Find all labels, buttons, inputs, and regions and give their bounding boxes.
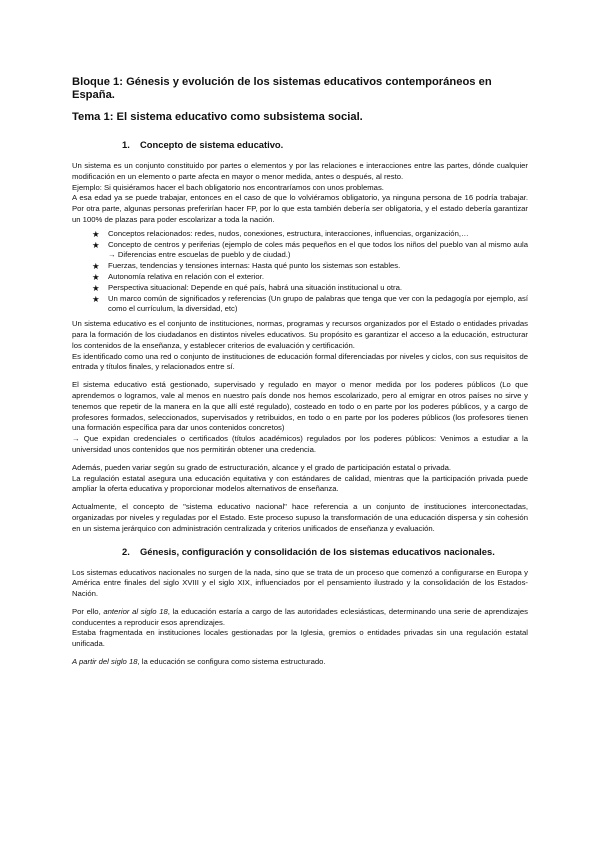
paragraph: Es identificado como una red o conjunto de instituciones de educación formal diferenciadas por niveles y ciclos, con sus requisitos de entrada y títulos finales, y relacionados entre sí.: [72, 351, 528, 372]
paragraph: Estaba fragmentada en instituciones locales gestionadas por la Iglesia, gremios o entidades privadas sin una regulación estatal unificada.: [72, 628, 528, 649]
paragraph: A partir del siglo 18, la educación se configura como sistema estructurado.: [72, 657, 326, 667]
list-item: ★ Concepto de centros y periferias (ejemplo de coles más pequeños en el que todos los niños del pueblo van al mismo aula → Diferencias entre escuelas de pueblo y de ciudad.): [92, 239, 528, 260]
star-bullet-icon: ★: [92, 271, 100, 282]
list-item: ★ Un marco común de significados y referencias (Un grupo de palabras que tenga que ver con la pedagogía por ejemplo, así como el currículum, la diversidad, etc): [92, 293, 528, 314]
star-bullet-list: [72, 229, 528, 315]
italic-phrase: anterior al siglo 18: [103, 606, 168, 616]
star-bullet-icon: ★: [92, 293, 100, 304]
star-bullet-icon: ★: [92, 239, 100, 250]
list-item: ★ Autonomía relativa en relación con el exterior.: [92, 271, 264, 282]
document-subtitle: Tema 1: El sistema educativo como subsistema social.: [72, 111, 363, 123]
document-title: Bloque 1: Génesis y evolución de los sistemas educativos contemporáneos en España.: [72, 76, 492, 101]
paragraph: La regulación estatal asegura una educación equitativa y con estándares de calidad, mientras que la participación privada puede ampliar la oferta educativa y proporcionar modelos alternativos de enseñanza.: [72, 473, 528, 494]
list-item: ★ Conceptos relacionados: redes, nudos, conexiones, estructura, interacciones, influencias, organización,…: [92, 228, 469, 239]
section-1-heading: [72, 139, 528, 151]
section-2-number: 2.: [122, 545, 130, 557]
section-1-number: 1.: [122, 139, 130, 150]
section-2-title: Génesis, configuración y consolidación de los sistemas educativos nacionales.: [140, 545, 495, 557]
section-1-title: Concepto de sistema educativo.: [140, 139, 284, 150]
star-bullet-icon: ★: [92, 228, 100, 239]
paragraph: Además, pueden variar según su grado de estructuración, alcance y el grado de participación estatal o privada.: [72, 462, 452, 472]
paragraph: A esa edad ya se puede trabajar, entonces en el caso de que lo volviéramos obligatorio, ya ninguna persona de 16 podría trabajar. Por otra parte, algunas personas preferirían hacer FP, por lo que esta también debería ser obligatoria, y el estado debería garantizar un 100% de plazas para poder escolarizar a toda la nación.: [72, 193, 528, 224]
paragraph: Actualmente, el concepto de "sistema educativo nacional" hace referencia a un conjunto de instituciones interconectadas, organizadas por niveles y reguladas por el Estado. Este proceso supuso la transformación de una educación dispersa y sin cohesión en un sistema jerárquico con administración centralizada y criterios unificados de enseñanza y evaluación.: [72, 502, 528, 533]
section-2-heading: [72, 546, 528, 558]
paragraph: Ejemplo: Si quisiéramos hacer el bach obligatorio nos encontraríamos con unos problemas.: [72, 182, 384, 192]
italic-phrase: A partir del siglo 18: [72, 657, 138, 667]
paragraph: Un sistema educativo es el conjunto de instituciones, normas, programas y recursos organizados por el Estado o entidades privadas para la formación de los ciudadanos en distintos niveles educativos. Su propósito es garantizar el acceso a la educación, estructurar los contenidos de la enseñanza, y establecer criterios de evaluación y certificación.: [72, 319, 528, 350]
paragraph: El sistema educativo está gestionado, supervisado y regulado en mayor o menor medida por los poderes públicos (Lo que aprendemos o logramos, vale al menos en nuestro país donde nos hemos escolarizado, pero al emigrar en otros países no sirve y tenemos que repetir de la manera en la que allí esté regulado), costeado en todo o en parte por los poderes públicos, y a cargo de profesores formados, seleccionados, supervisados y retribuidos, en todo o en parte por los poderes públicos (los profesores tienen una formación específica para dar unos contenidos concretos): [72, 380, 528, 433]
paragraph: → Que expidan credenciales o certificados (títulos académicos) regulados por los poderes públicos: Venimos a estudiar a la universidad unos contenidos que nos permitirán obtener una credencia.: [72, 434, 528, 454]
paragraph: Los sistemas educativos nacionales no surgen de la nada, sino que se trata de un proceso que comenzó a configurarse en Europa y América entre finales del siglo XVIII y el siglo XIX, influenciados por el pensamiento ilustrado y la consolidación de los Estados-Nación.: [72, 567, 528, 599]
paragraph: Por ello, anterior al siglo 18, la educación estaría a cargo de las autoridades eclesiásticas, determinando una serie de aprendizajes conducentes a reproducir esos aprendizajes.: [72, 606, 528, 627]
star-bullet-icon: ★: [92, 261, 100, 272]
paragraph: Un sistema es un conjunto constituido por partes o elementos y por las relaciones e interacciones entre las partes, dónde cualquier modificación en un elemento o parte afecta en mayor o menor medida, antes o después, al resto.: [72, 161, 528, 181]
list-item: ★ Perspectiva situacional: Depende en qué país, habrá una situación institucional u otra.: [92, 282, 403, 293]
list-item: ★ Fuerzas, tendencias y tensiones internas: Hasta qué punto los sistemas son estables.: [92, 261, 401, 272]
star-bullet-icon: ★: [92, 282, 100, 293]
